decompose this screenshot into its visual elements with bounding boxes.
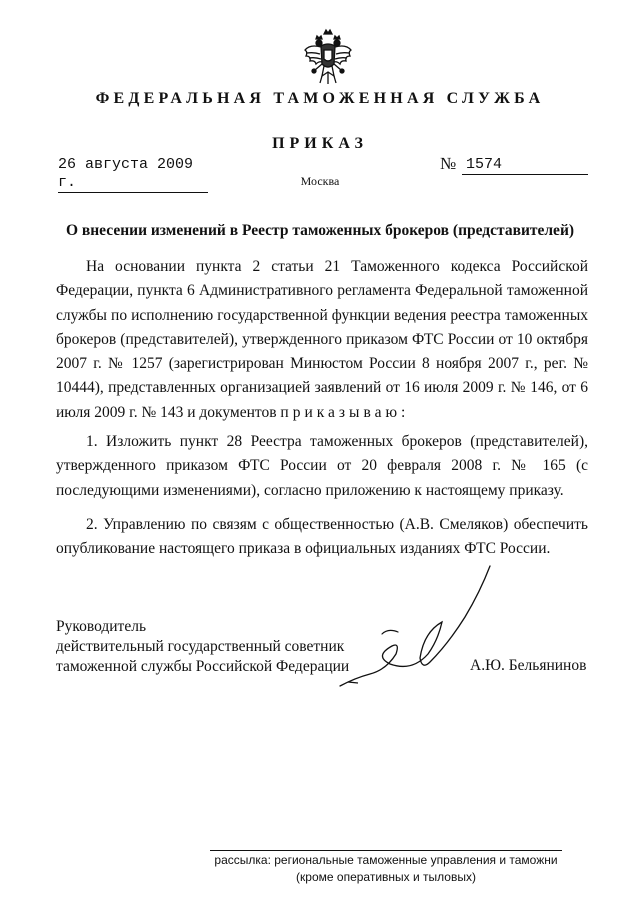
signatory-title-line-1: Руководитель [56,618,147,635]
distribution-list [210,850,562,886]
agency-name: ФЕДЕРАЛЬНАЯ ТАМОЖЕННАЯ СЛУЖБА [95,90,545,107]
body-paragraph-2 [56,430,588,503]
city: Москва [300,174,340,188]
paragraph-3-text: 2. Управлению по связям с общественностью (А.В. Смеляков) обеспечить опубликование настоящего приказа в официальных изданиях ФТС России. [56,516,588,558]
paragraph-1-text: На основании пункта 2 статьи 21 Таможенного кодекса Российской Федерации, пункта 6 Административного регламента Федеральной таможенной службы по исполнению государственной функции ведения реестра таможенных брокеров (представителей), утвержденного приказом ФТС России от 10 октября 2007 г. № 1257 (зарегистрирован Минюстом России 8 ноября 2007 г., рег. № 10444), представленных организацией заявлений от 16 июля 2009 г. № 146, от 6 июля 2009 г. № 143 и документов [56,258,588,421]
order-date: 26 августа 2009 г. [58,156,208,193]
document-type-title: ПРИКАЗ [272,135,368,152]
signatory-title-line-2: действительный государственный советник [56,638,345,655]
command-word: приказываю: [280,403,410,421]
order-subject: О внесении изменений в Реестр таможенных брокеров (представителей) [65,222,575,239]
order-number: 1574 [462,156,588,175]
signatory-title-line-3: таможенной службы Российской Федерации [56,658,350,675]
body-paragraph-3 [56,513,588,562]
distribution-line-2: (кроме оперативных и тыловых) [296,870,476,884]
signatory-title-block [56,617,349,677]
number-sign: № [440,154,457,173]
paragraph-2-text: 1. Изложить пункт 28 Реестра таможенных брокеров (представителей), утвержденного приказом ФТС России от 20 февраля 2008 г. № 165 (с последующими изменениями), согласно приложению к настоящему приказу. [56,433,588,499]
signatory-name: А.Ю. Бельянинов [470,657,587,674]
distribution-line-1: рассылка: региональные таможенные управления и таможни [214,853,558,867]
body-paragraph-1 [56,255,588,425]
coat-of-arms-emblem [302,28,354,90]
